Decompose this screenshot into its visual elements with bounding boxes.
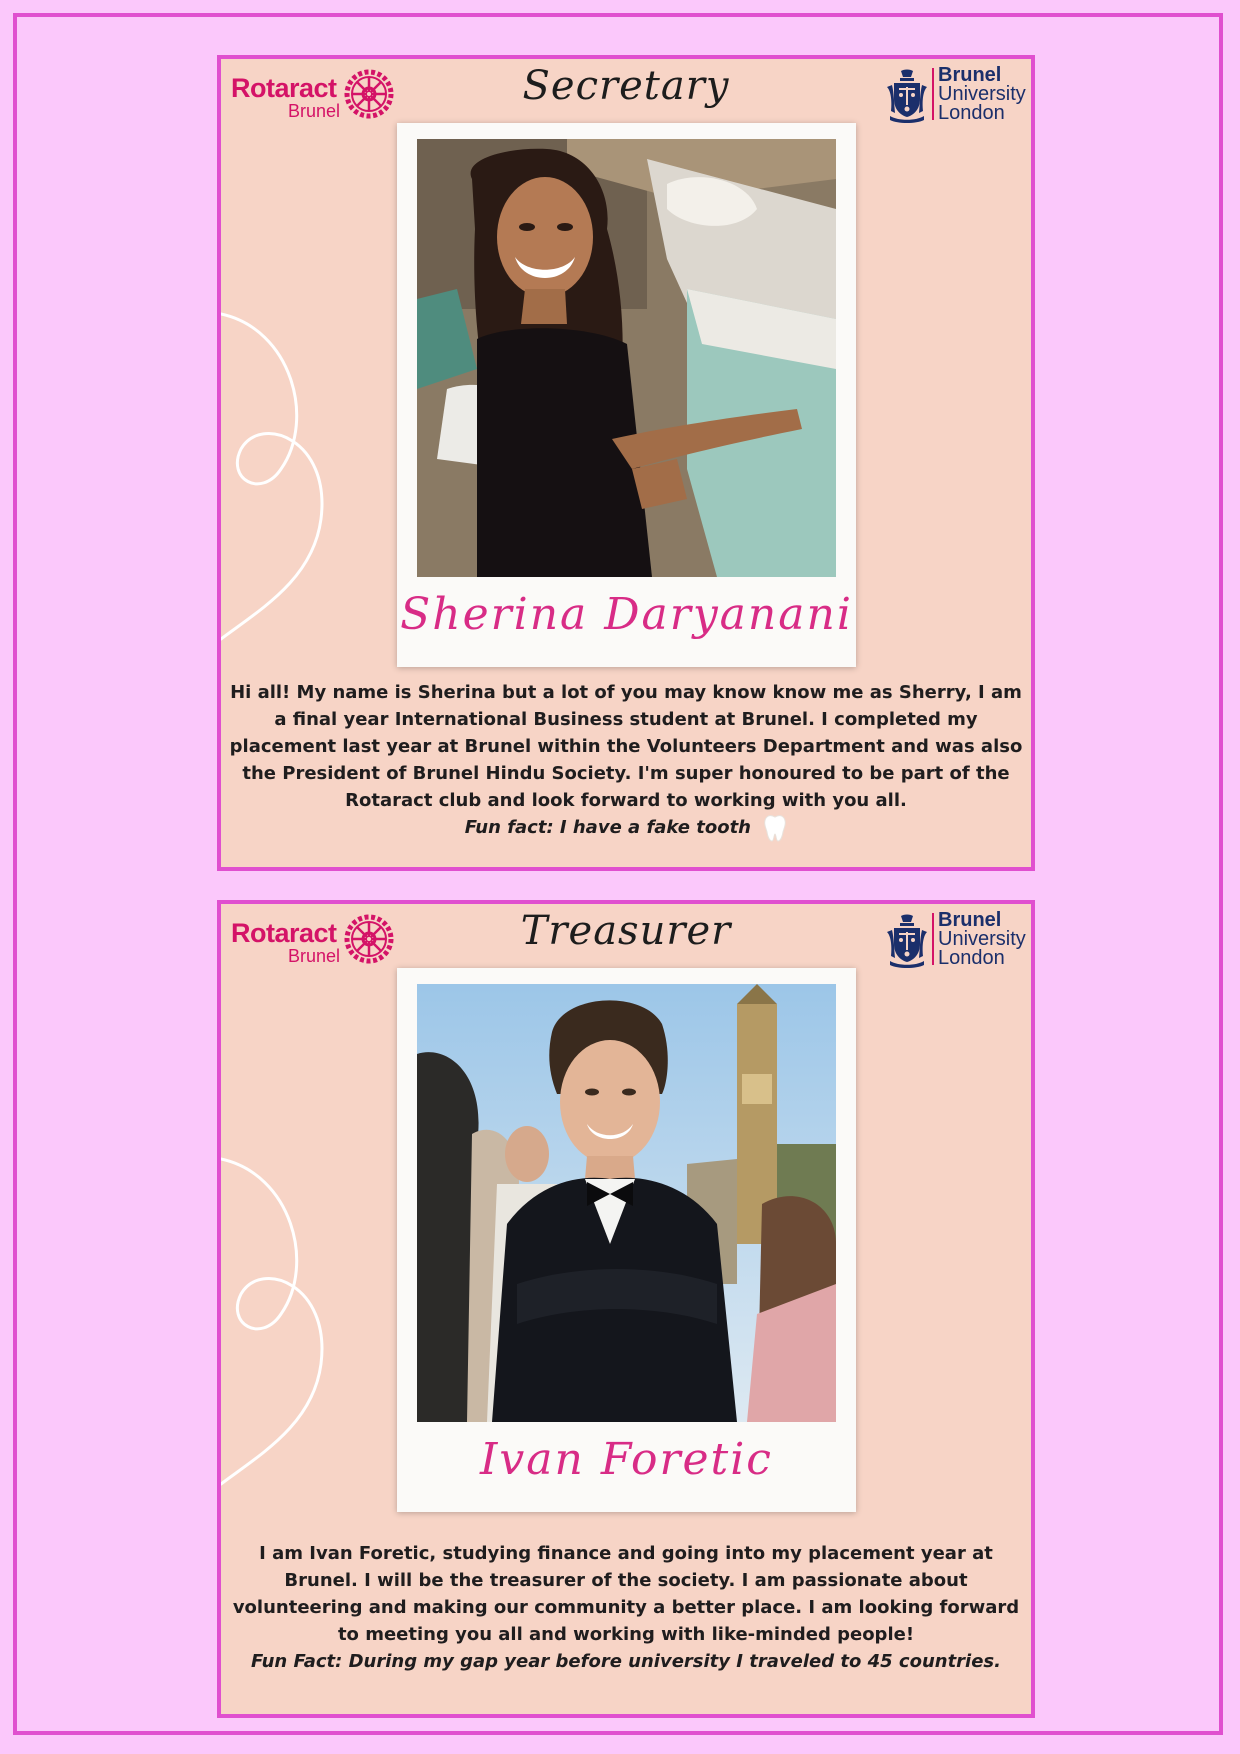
university-crest-icon [886, 914, 928, 968]
polaroid-frame [397, 968, 856, 1512]
logo-divider [932, 913, 934, 965]
brunel-logo-line-1: Brunel [938, 909, 1002, 931]
profile-card-secretary [217, 55, 1035, 871]
brunel-university-logo [886, 63, 1035, 125]
decorative-swirl [221, 1154, 341, 1494]
bio-text-block [229, 679, 1023, 842]
bio-paragraph: Hi all! My name is Sherina but a lot of you may know know me as Sherry, I am a final year International Business student at Brunel. I completed my placement last year at Brunel within the Volunteers Department and was also the President of Brunel Hindu Society. I'm super honoured to be part of the Rotaract club and look forward to working with you all. [229, 682, 1023, 811]
profile-card-treasurer [217, 900, 1035, 1718]
bio-paragraph: I am Ivan Foretic, studying finance and going into my placement year at Brunel. I will be the treasurer of the society. I am passionate about volunteering and making our community a better place. I am looking forward to meeting you all and working with like-minded people! [232, 1543, 1020, 1645]
fun-fact-line [229, 814, 1023, 842]
rotaract-logo-name: Rotaract [231, 73, 337, 103]
name-signature: Ivan Foretic [480, 1434, 773, 1485]
university-crest-icon [886, 69, 928, 123]
role-title: Treasurer [520, 908, 732, 954]
brunel-logo-line-2: University [938, 928, 1026, 950]
decorative-swirl [221, 309, 341, 649]
bio-text-block [229, 1540, 1023, 1675]
brunel-university-logo [886, 908, 1035, 970]
fun-fact-text: Fun fact: I have a fake tooth [464, 817, 751, 838]
logo-divider [932, 68, 934, 120]
rotaract-logo-subtitle: Brunel [288, 101, 341, 121]
name-signature: Sherina Daryanani [400, 589, 853, 640]
brunel-logo-line-3: London [938, 947, 1005, 969]
portrait-photo [417, 984, 836, 1422]
role-title: Secretary [522, 63, 730, 109]
brunel-logo-line-3: London [938, 102, 1005, 124]
rotaract-logo-name: Rotaract [231, 918, 337, 948]
rotaract-logo-subtitle: Brunel [288, 946, 341, 966]
tooth-icon [763, 814, 787, 842]
fun-fact-text: Fun Fact: During my gap year before university I traveled to 45 countries. [251, 1651, 1001, 1672]
brunel-logo-line-1: Brunel [938, 64, 1002, 86]
brunel-logo-line-2: University [938, 83, 1026, 105]
portrait-photo [417, 139, 836, 577]
polaroid-frame [397, 123, 856, 667]
